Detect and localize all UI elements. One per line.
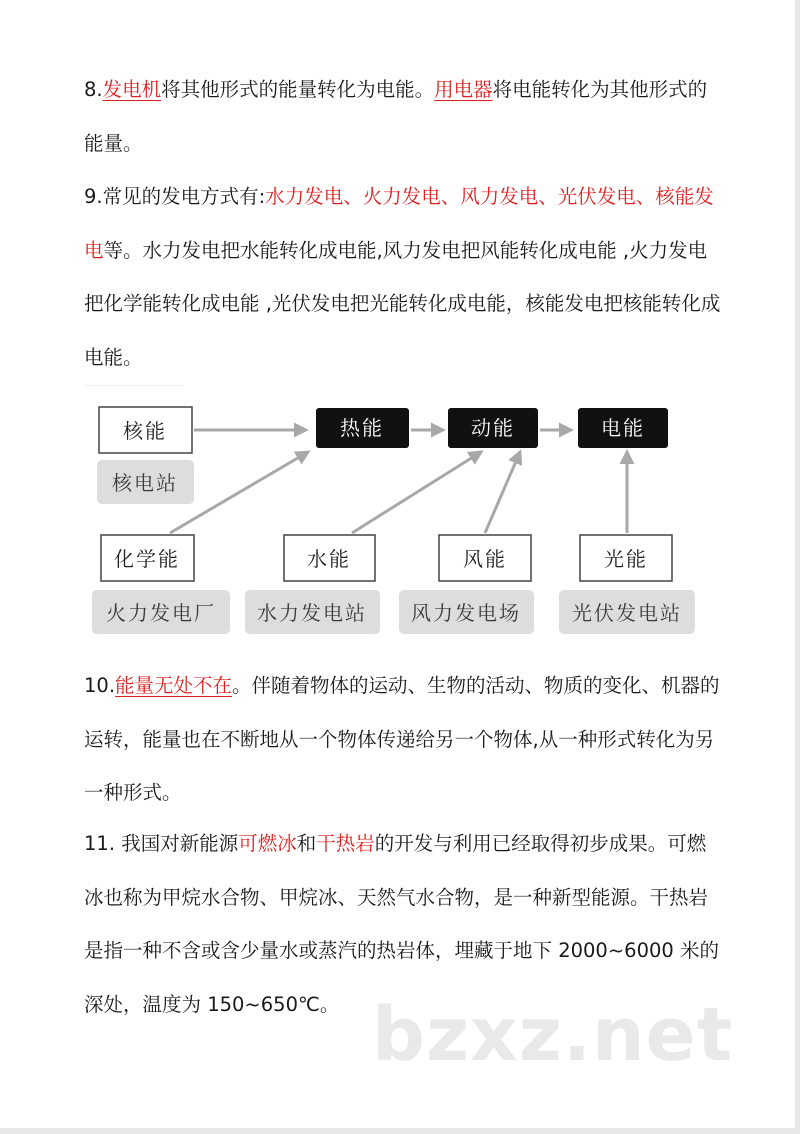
node-kinetic	[448, 408, 538, 448]
paragraph-number: 8.	[84, 78, 103, 101]
node-label: 光能	[604, 547, 648, 571]
paragraph-10	[84, 659, 724, 820]
term-appliance: 用电器	[434, 78, 493, 101]
arrow-water-to-kinetic	[352, 452, 481, 533]
node-label: 热能	[340, 416, 384, 440]
node-pv-station	[559, 590, 695, 634]
node-label: 光伏发电站	[572, 601, 682, 625]
node-label: 风能	[463, 547, 507, 571]
node-chemical	[101, 535, 194, 581]
node-electric	[578, 408, 668, 448]
term-combustible-ice: 可燃冰	[238, 832, 297, 855]
node-hydro-station	[245, 590, 380, 634]
node-label: 核电站	[112, 471, 178, 495]
term-power-methods: 水力发电、火力发电、风力发电、光伏发电、核能发电	[84, 185, 714, 262]
node-wind	[439, 535, 531, 581]
arrow-wind-to-kinetic	[485, 452, 520, 533]
node-nuclear-station	[97, 460, 194, 504]
paragraph-text: 等。水力发电把水能转化成电能,风力发电把风能转化成电能 ,火力发电把化学能转化成电能 ,光伏发电把光能转化成电能，核能发电把核能转化成电能。	[84, 238, 721, 369]
term-hot-dry-rock: 干热岩	[316, 832, 375, 855]
node-label: 动能	[471, 416, 515, 440]
node-label: 水能	[307, 547, 351, 571]
node-label: 水力发电站	[257, 601, 367, 625]
paragraph-text: 的开发与利用已经取得初步成果。可燃冰也称为甲烷水合物、甲烷冰、天然气水合物，是一种新型能源。干热岩是指一种不含或含少量水或蒸汽的热岩体，埋藏于地下 2000~6000 米的深处，温度为 150~650℃。	[84, 832, 719, 1016]
paragraph-text: 将电能转化为其他形式的能量。	[84, 78, 708, 155]
paragraph-text: 11. 我国对新能源	[84, 832, 239, 855]
node-thermal-plant	[92, 590, 230, 634]
node-wind-farm	[399, 590, 534, 634]
node-label: 化学能	[114, 547, 180, 571]
paragraph-number: 10.	[84, 674, 116, 697]
paragraph-text: 和	[296, 832, 317, 855]
node-thermal	[316, 408, 409, 448]
node-label: 风力发电场	[411, 601, 521, 625]
term-energy-everywhere: 能量无处不在	[115, 674, 233, 697]
paragraph-text: 9.常见的发电方式有:	[84, 185, 266, 208]
node-label: 火力发电厂	[106, 601, 216, 625]
paragraph-text: 将其他形式的能量转化为电能。	[161, 78, 435, 101]
node-label: 电能	[601, 416, 645, 440]
node-light	[580, 535, 672, 581]
watermark: bzxz.net	[372, 992, 734, 1078]
term-generator: 发电机	[102, 78, 162, 101]
node-nuclear	[99, 407, 192, 453]
paragraph-text: 。伴随着物体的运动、生物的活动、物质的变化、机器的运转，能量也在不断地从一个物体传递给另一个物体,从一种形式转化为另一种形式。	[84, 674, 720, 804]
node-water	[284, 535, 375, 581]
node-label: 核能	[123, 419, 167, 443]
